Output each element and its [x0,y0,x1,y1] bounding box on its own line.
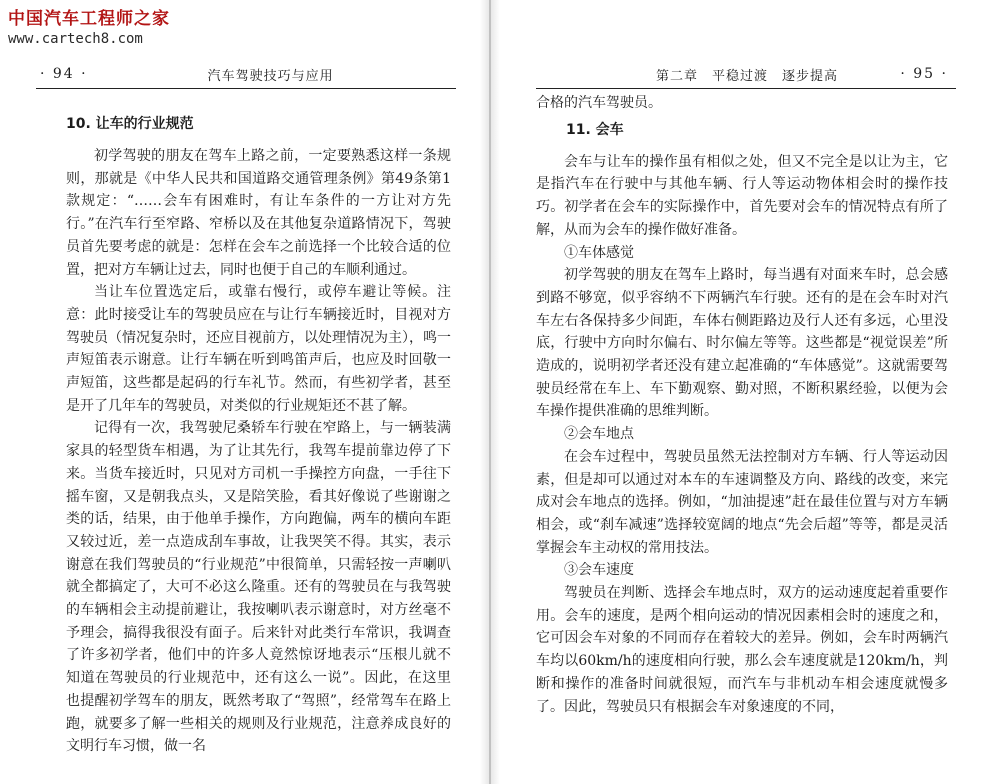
watermark-title: 中国汽车工程师之家 [8,9,170,29]
book-spine [480,0,500,784]
left-page-number: · 94 · [40,66,88,82]
section-heading-10: 10. 让车的行业规范 [66,116,194,132]
right-page [500,0,992,784]
left-page-header [36,60,456,89]
watermark-url: www.cartech8.com [8,31,143,47]
right-running-title: 第二章 平稳过渡 逐步提高 [656,68,839,84]
continuation-line: 合格的汽车驾驶员。 [536,95,662,111]
paragraph: 在会车过程中，驾驶员虽然无法控制对方车辆、行人等运动因素，但是却可以通过对本车的车速调整及方向、路线的改变，来完成对会车地点的选择。例如，“加油提速”赶在最佳位置与对方车辆相会，或“刹车减速”选择较宽阔的地点“先会后超”等等，都是灵活掌握会车主动权的常用技法。 [536,448,948,556]
paragraph: 会车与让车的操作虽有相似之处，但又不完全是以让为主，它是指汽车在行驶中与其他车辆、行人等运动物体相会时的操作技巧。初学者在会车的实际操作中，首先要对会车的情况特点有所了解，从而为会车的操作做好准备。 [536,153,948,238]
right-page-number: · 95 · [900,66,948,82]
paragraph: 驾驶员在判断、选择会车地点时，双方的运动速度起着重要作用。会车的速度，是两个相向运动的情况因素相会时的速度之和，它可因会车对象的不同而存在着较大的差异。例如，会车时两辆汽车均以60km/h的速度相向行驶，那么会车速度就是120km/h，判断和操作的准备时间就很短，而汽车与非机动车相会速度就慢多了。因此，驾驶员只有根据会车对象速度的不同， [536,585,948,715]
site-watermark [8,4,170,47]
subheading-meeting-speed: ③会车速度 [564,562,634,579]
paragraph: 当让车位置选定后，或靠右慢行，或停车避让等候。注意：此时接受让车的驾驶员应在与让行车辆接近时，目视对方驾驶员（情况复杂时，还应目视前方，以处理情况为主），鸣一声短笛表示谢意。让行车辆在听到鸣笛声后，也应及时回敬一声短笛，这些都是起码的行车礼节。然而，有些初学者，甚至是开了几年车的驾驶员，对类似的行业规矩还不甚了解。 [66,284,451,414]
left-page [0,0,480,784]
left-page-body [66,113,451,758]
paragraph: 记得有一次，我驾驶尼桑轿车行驶在窄路上，与一辆装满家具的轻型货车相遇，为了让其先行，我驾车提前靠边停了下来。当货车接近时，只见对方司机一手操控方向盘，一手往下摇车窗，又是朝我点头，又是陪笑脸，看其好像说了些谢谢之类的话，结果，由于他单手操作，方向跑偏，两车的横向车距又较过近，差一点造成刮车事故，让我哭笑不得。其实，表示谢意在我们驾驶员的“行业规范”中很简单，只需轻按一声喇叭就全都搞定了，大可不必这么隆重。还有的驾驶员在与我驾驶的车辆相会主动提前避让，我按喇叭表示谢意时，对方丝毫不予理会，搞得我很没有面子。后来针对此类行车常识，我调查了许多初学者，他们中的许多人竟然惊讶地表示“压根儿就不知道在驾驶员的行业规范中，还有这么一说”。因此，在这里也提醒初学驾车的朋友，既然考取了“驾照”，经常驾车在路上跑，就要多了解一些相关的规则及行业规范，注意养成良好的文明行车习惯，做一名 [66,420,451,755]
right-page-header [536,60,956,89]
paragraph: 初学驾驶的朋友在驾车上路之前，一定要熟悉这样一条规则，那就是《中华人民共和国道路交通管理条例》第49条第1款规定：“……会车有困难时，有让车条件的一方让对方先行。”在汽车行至窄路、窄桥以及在其他复杂道路情况下，驾驶员首先要考虑的就是：怎样在会车之前选择一个比较合适的位置，把对方车辆让过去，同时也便于自己的车顺利通过。 [66,148,451,278]
right-page-body [536,92,948,718]
left-running-title: 汽车驾驶技巧与应用 [207,68,334,84]
paragraph: 初学驾驶的朋友在驾车上路时，每当遇有对面来车时，总会感到路不够宽，似乎容纳不下两辆汽车行驶。还有的是在会车时对汽车左右各保持多少间距，车体右侧距路边及行人还有多远，心里没底，行驶中方向时尔偏右、时尔偏左等等。这些都是“视觉误差”所造成的，说明初学者还没有建立起准确的“车体感觉”。这就需要驾驶员经常在车上、车下勤观察、勤对照，不断积累经验，以便为会车操作提供准确的思维判断。 [536,267,948,420]
subheading-body-sense: ①车体感觉 [564,244,634,261]
section-heading-11: 11. 会车 [566,121,624,138]
subheading-meeting-place: ②会车地点 [564,426,634,443]
